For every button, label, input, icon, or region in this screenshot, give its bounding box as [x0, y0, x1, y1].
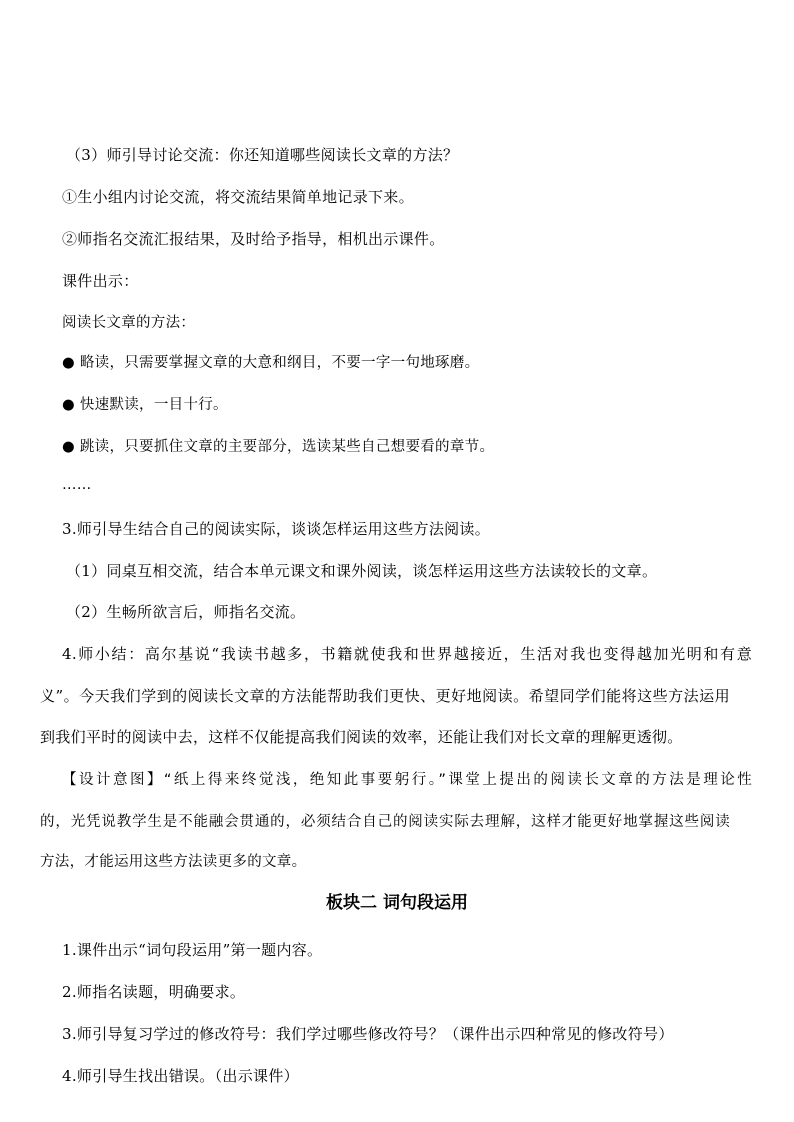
courseware-title: 阅读长文章的方法：	[62, 315, 196, 331]
summary-line: 义”。今天我们学到的阅读长文章的方法能帮助我们更快、更好地阅读。希望同学们能将这些方法运用	[40, 687, 730, 705]
courseware-label: 课件出示：	[62, 272, 139, 290]
courseware-ellipsis: ……	[62, 477, 92, 493]
practice-step-3: 3.师引导生结合自己的阅读实际，谈谈怎样运用这些方法阅读。	[62, 520, 491, 538]
section-step: 3.师引导复习学过的修改符号：我们学过哪些修改符号？（课件出示四种常见的修改符号）	[62, 1025, 674, 1043]
discussion-item-1: ①生小组内讨论交流，将交流结果简单地记录下来。	[62, 188, 414, 206]
discussion-step-3: （3）师引导讨论交流：你还知道哪些阅读长文章的方法？	[66, 146, 459, 164]
summary-line: 4.师小结：高尔基说“我读书越多，书籍就使我和世界越接近，生活对我也变得越加光明和有意	[62, 645, 752, 663]
section-step: 4.师引导生找出错误。（出示课件）	[62, 1067, 299, 1085]
section-heading: 板块二 词句段运用	[326, 893, 468, 913]
section-step: 1.课件出示“词句段运用”第一题内容。	[62, 941, 323, 959]
practice-sub-1: （1）同桌互相交流，结合本单元课文和课外阅读，谈怎样运用这些方法读较长的文章。	[66, 562, 658, 580]
section-step: 2.师指名读题，明确要求。	[62, 983, 246, 1001]
design-intent-line: 的，光凭说教学生是不能融会贯通的，必须结合自己的阅读实际去理解，这样才能更好地掌握这些阅读	[40, 814, 730, 830]
method-item: ● 略读，只需要掌握文章的大意和纲目，不要一字一句地琢磨。	[62, 355, 480, 371]
design-intent-line: 【设计意图】“纸上得来终觉浅，绝知此事要躬行。”课堂上提出的阅读长文章的方法是理论性	[62, 772, 752, 788]
practice-sub-2: （2）生畅所欲言后，师指名交流。	[66, 603, 306, 621]
design-intent-line: 方法，才能运用这些方法读更多的文章。	[40, 854, 307, 870]
discussion-item-2: ②师指名交流汇报结果，及时给予指导，相机出示课件。	[62, 230, 445, 248]
summary-line: 到我们平时的阅读中去，这样不仅能提高我们阅读的效率，还能让我们对长文章的理解更透彻。	[40, 728, 683, 746]
method-item: ● 快速默读，一目十行。	[62, 397, 228, 413]
method-item: ● 跳读，只要抓住文章的主要部分，选读某些自己想要看的章节。	[62, 439, 495, 455]
